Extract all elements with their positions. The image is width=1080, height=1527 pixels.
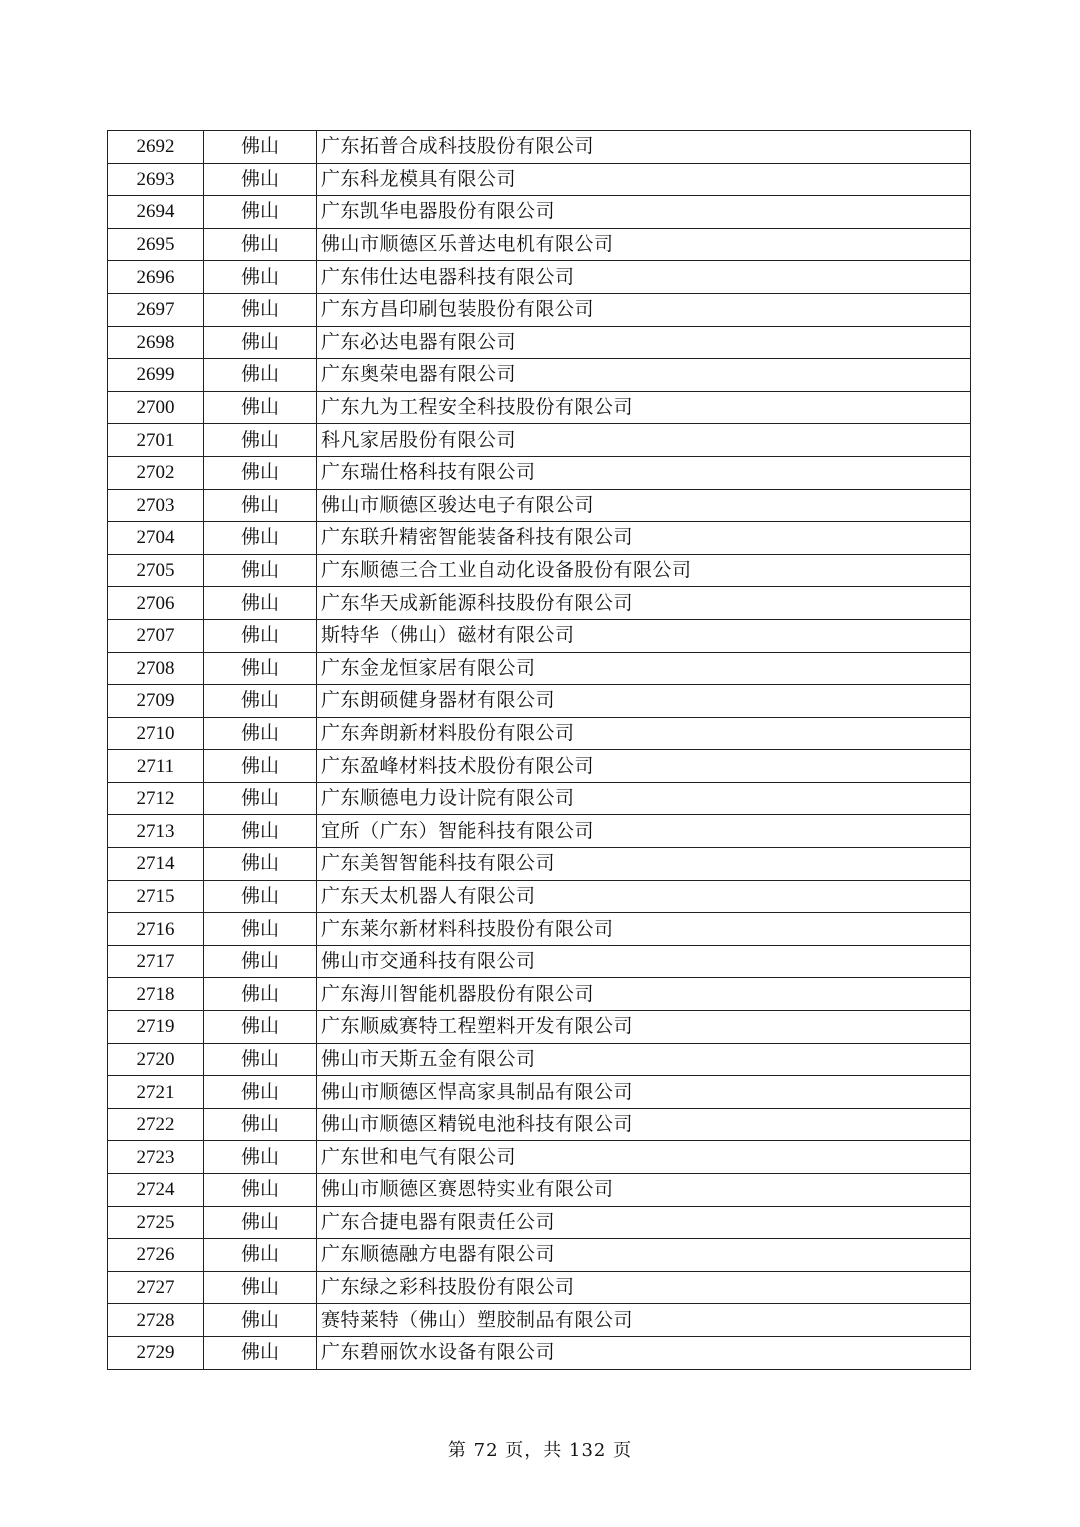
row-number-cell: 2715 — [108, 880, 204, 913]
row-number-cell: 2711 — [108, 750, 204, 783]
table-row — [108, 456, 971, 489]
city-cell: 佛山 — [204, 1336, 317, 1369]
city-cell: 佛山 — [204, 815, 317, 848]
company-name-cell: 广东科龙模具有限公司 — [317, 163, 971, 196]
row-number-cell: 2720 — [108, 1043, 204, 1076]
company-name-cell: 广东必达电器有限公司 — [317, 326, 971, 359]
table-row — [108, 1239, 971, 1272]
company-name-cell: 广东莱尔新材料科技股份有限公司 — [317, 913, 971, 946]
company-name-cell: 广东顺德三合工业自动化设备股份有限公司 — [317, 554, 971, 587]
company-name-cell: 广东金龙恒家居有限公司 — [317, 652, 971, 685]
city-cell: 佛山 — [204, 1076, 317, 1109]
row-number-cell: 2693 — [108, 163, 204, 196]
table-row — [108, 587, 971, 620]
table-row — [108, 1108, 971, 1141]
table-row — [108, 945, 971, 978]
row-number-cell: 2716 — [108, 913, 204, 946]
table-row — [108, 489, 971, 522]
city-cell: 佛山 — [204, 489, 317, 522]
company-name-cell: 广东拓普合成科技股份有限公司 — [317, 131, 971, 164]
company-name-cell: 佛山市顺德区悍高家具制品有限公司 — [317, 1076, 971, 1109]
company-name-cell: 广东合捷电器有限责任公司 — [317, 1206, 971, 1239]
row-number-cell: 2701 — [108, 424, 204, 457]
row-number-cell: 2697 — [108, 293, 204, 326]
table-row — [108, 1141, 971, 1174]
row-number-cell: 2717 — [108, 945, 204, 978]
city-cell: 佛山 — [204, 1206, 317, 1239]
city-cell: 佛山 — [204, 456, 317, 489]
city-cell: 佛山 — [204, 1304, 317, 1337]
city-cell: 佛山 — [204, 522, 317, 555]
table-row — [108, 293, 971, 326]
table-row — [108, 131, 971, 164]
city-cell: 佛山 — [204, 619, 317, 652]
company-name-cell: 广东世和电气有限公司 — [317, 1141, 971, 1174]
city-cell: 佛山 — [204, 293, 317, 326]
row-number-cell: 2695 — [108, 228, 204, 261]
row-number-cell: 2707 — [108, 619, 204, 652]
company-name-cell: 宜所（广东）智能科技有限公司 — [317, 815, 971, 848]
table-row — [108, 163, 971, 196]
row-number-cell: 2713 — [108, 815, 204, 848]
row-number-cell: 2696 — [108, 261, 204, 294]
city-cell: 佛山 — [204, 913, 317, 946]
table-row — [108, 1336, 971, 1369]
row-number-cell: 2700 — [108, 391, 204, 424]
table-row — [108, 717, 971, 750]
company-name-cell: 佛山市顺德区精锐电池科技有限公司 — [317, 1108, 971, 1141]
table-row — [108, 1011, 971, 1044]
company-name-cell: 广东凯华电器股份有限公司 — [317, 196, 971, 229]
row-number-cell: 2712 — [108, 782, 204, 815]
row-number-cell: 2698 — [108, 326, 204, 359]
row-number-cell: 2729 — [108, 1336, 204, 1369]
company-name-cell: 广东联升精密智能装备科技有限公司 — [317, 522, 971, 555]
city-cell: 佛山 — [204, 326, 317, 359]
table-row — [108, 228, 971, 261]
company-name-cell: 广东九为工程安全科技股份有限公司 — [317, 391, 971, 424]
table-row — [108, 1206, 971, 1239]
city-cell: 佛山 — [204, 685, 317, 718]
table-row — [108, 554, 971, 587]
city-cell: 佛山 — [204, 1174, 317, 1207]
table-row — [108, 978, 971, 1011]
row-number-cell: 2694 — [108, 196, 204, 229]
table-row — [108, 685, 971, 718]
company-name-cell: 广东美智智能科技有限公司 — [317, 848, 971, 881]
company-name-cell: 佛山市天斯五金有限公司 — [317, 1043, 971, 1076]
company-list-table — [107, 130, 971, 1370]
table-row — [108, 1043, 971, 1076]
row-number-cell: 2728 — [108, 1304, 204, 1337]
company-name-cell: 广东伟仕达电器科技有限公司 — [317, 261, 971, 294]
city-cell: 佛山 — [204, 228, 317, 261]
city-cell: 佛山 — [204, 945, 317, 978]
table-row — [108, 1271, 971, 1304]
row-number-cell: 2725 — [108, 1206, 204, 1239]
company-name-cell: 广东顺德融方电器有限公司 — [317, 1239, 971, 1272]
row-number-cell: 2703 — [108, 489, 204, 522]
company-name-cell: 斯特华（佛山）磁材有限公司 — [317, 619, 971, 652]
city-cell: 佛山 — [204, 880, 317, 913]
city-cell: 佛山 — [204, 261, 317, 294]
table-row — [108, 750, 971, 783]
row-number-cell: 2709 — [108, 685, 204, 718]
city-cell: 佛山 — [204, 1271, 317, 1304]
table-row — [108, 261, 971, 294]
table-row — [108, 1174, 971, 1207]
row-number-cell: 2705 — [108, 554, 204, 587]
company-name-cell: 广东海川智能机器股份有限公司 — [317, 978, 971, 1011]
table-row — [108, 619, 971, 652]
company-name-cell: 佛山市顺德区骏达电子有限公司 — [317, 489, 971, 522]
row-number-cell: 2708 — [108, 652, 204, 685]
page-number-footer: 第 72 页，共 132 页 — [447, 1440, 633, 1461]
city-cell: 佛山 — [204, 131, 317, 164]
table-row — [108, 359, 971, 392]
city-cell: 佛山 — [204, 1141, 317, 1174]
city-cell: 佛山 — [204, 1108, 317, 1141]
company-name-cell: 赛特莱特（佛山）塑胶制品有限公司 — [317, 1304, 971, 1337]
row-number-cell: 2718 — [108, 978, 204, 1011]
row-number-cell: 2706 — [108, 587, 204, 620]
table-row — [108, 913, 971, 946]
row-number-cell: 2699 — [108, 359, 204, 392]
company-name-cell: 广东奥荣电器有限公司 — [317, 359, 971, 392]
company-name-cell: 广东华天成新能源科技股份有限公司 — [317, 587, 971, 620]
row-number-cell: 2692 — [108, 131, 204, 164]
row-number-cell: 2714 — [108, 848, 204, 881]
table-body — [108, 131, 971, 1370]
company-name-cell: 广东瑞仕格科技有限公司 — [317, 456, 971, 489]
company-name-cell: 广东天太机器人有限公司 — [317, 880, 971, 913]
row-number-cell: 2721 — [108, 1076, 204, 1109]
city-cell: 佛山 — [204, 196, 317, 229]
company-name-cell: 广东顺德电力设计院有限公司 — [317, 782, 971, 815]
city-cell: 佛山 — [204, 848, 317, 881]
table-row — [108, 815, 971, 848]
city-cell: 佛山 — [204, 652, 317, 685]
city-cell: 佛山 — [204, 391, 317, 424]
city-cell: 佛山 — [204, 1043, 317, 1076]
company-name-cell: 广东绿之彩科技股份有限公司 — [317, 1271, 971, 1304]
city-cell: 佛山 — [204, 424, 317, 457]
row-number-cell: 2702 — [108, 456, 204, 489]
table-row — [108, 782, 971, 815]
row-number-cell: 2722 — [108, 1108, 204, 1141]
row-number-cell: 2727 — [108, 1271, 204, 1304]
row-number-cell: 2726 — [108, 1239, 204, 1272]
row-number-cell: 2724 — [108, 1174, 204, 1207]
table-row — [108, 326, 971, 359]
row-number-cell: 2723 — [108, 1141, 204, 1174]
city-cell: 佛山 — [204, 587, 317, 620]
company-name-cell: 广东顺威赛特工程塑料开发有限公司 — [317, 1011, 971, 1044]
row-number-cell: 2704 — [108, 522, 204, 555]
city-cell: 佛山 — [204, 1011, 317, 1044]
table-row — [108, 848, 971, 881]
table-row — [108, 196, 971, 229]
company-name-cell: 广东方昌印刷包装股份有限公司 — [317, 293, 971, 326]
table-row — [108, 880, 971, 913]
table-row — [108, 1076, 971, 1109]
table-row — [108, 522, 971, 555]
city-cell: 佛山 — [204, 978, 317, 1011]
table-row — [108, 652, 971, 685]
company-name-cell: 佛山市顺德区乐普达电机有限公司 — [317, 228, 971, 261]
city-cell: 佛山 — [204, 554, 317, 587]
company-name-cell: 科凡家居股份有限公司 — [317, 424, 971, 457]
table-row — [108, 424, 971, 457]
city-cell: 佛山 — [204, 359, 317, 392]
row-number-cell: 2719 — [108, 1011, 204, 1044]
company-name-cell: 佛山市交通科技有限公司 — [317, 945, 971, 978]
company-name-cell: 广东盈峰材料技术股份有限公司 — [317, 750, 971, 783]
table-row — [108, 391, 971, 424]
city-cell: 佛山 — [204, 750, 317, 783]
company-name-cell: 广东朗硕健身器材有限公司 — [317, 685, 971, 718]
city-cell: 佛山 — [204, 782, 317, 815]
city-cell: 佛山 — [204, 1239, 317, 1272]
city-cell: 佛山 — [204, 717, 317, 750]
company-name-cell: 广东碧丽饮水设备有限公司 — [317, 1336, 971, 1369]
row-number-cell: 2710 — [108, 717, 204, 750]
table-row — [108, 1304, 971, 1337]
company-name-cell: 广东奔朗新材料股份有限公司 — [317, 717, 971, 750]
company-name-cell: 佛山市顺德区赛恩特实业有限公司 — [317, 1174, 971, 1207]
city-cell: 佛山 — [204, 163, 317, 196]
